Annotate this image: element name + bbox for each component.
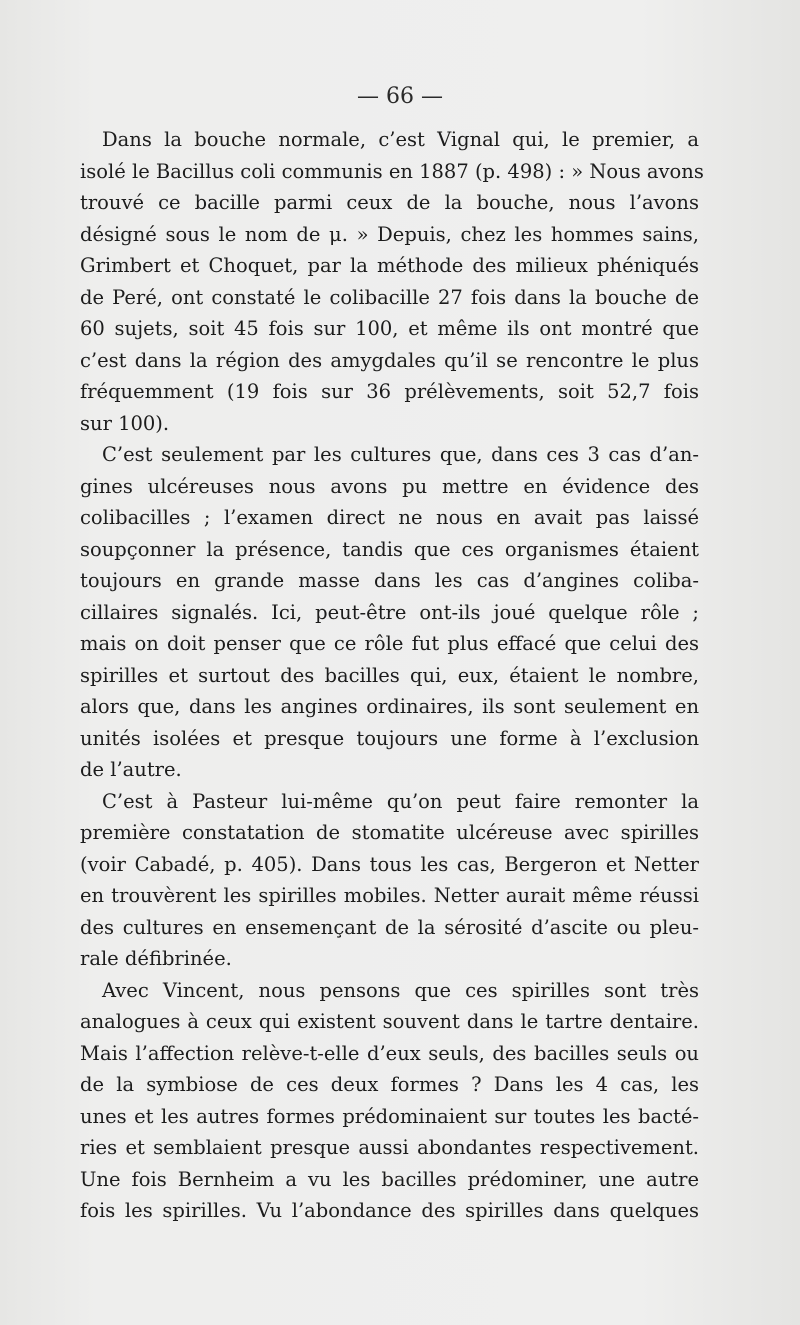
text-line: en trouvèrent les spirilles mobiles. Netter aurait même réussi bbox=[80, 884, 699, 907]
text-line: trouvé ce bacille parmi ceux de la bouche, nous l’avons bbox=[80, 191, 699, 214]
text-line: c’est dans la région des amygdales qu’il se rencontre le plus bbox=[80, 348, 699, 372]
text-line: analogues à ceux qui existent souvent dans le tartre dentaire. bbox=[80, 1010, 699, 1033]
text-line: fréquemment (19 fois sur 36 prélèvements, soit 52,7 fois bbox=[80, 380, 699, 403]
text-line: spirilles et surtout des bacilles qui, eux, étaient le nombre, bbox=[80, 663, 699, 687]
text-line: gines ulcéreuses nous avons pu mettre en évidence des bbox=[80, 474, 699, 498]
text-line: de l’autre. bbox=[80, 758, 182, 781]
text-line: fois les spirilles. Vu l’abondance des spirilles dans quelques bbox=[80, 1199, 699, 1222]
body-text bbox=[80, 124, 704, 1227]
paragraph-3 bbox=[80, 786, 699, 975]
text-line: sur 100). bbox=[80, 411, 170, 435]
text-line: Grimbert et Choquet, par la méthode des milieux phéniqués bbox=[80, 254, 699, 277]
page-number: — 66 — bbox=[357, 84, 443, 109]
text-line: première constatation de stomatite ulcéreuse avec spirilles bbox=[80, 821, 699, 844]
paragraph-2 bbox=[80, 439, 699, 786]
text-line: de Peré, ont constaté le colibacille 27 fois dans la bouche de bbox=[80, 285, 699, 309]
text-line: (voir Cabadé, p. 405). Dans tous les cas, Bergeron et Netter bbox=[80, 852, 699, 876]
text-line: Dans la bouche normale, c’est Vignal qui, le premier, a bbox=[102, 128, 699, 151]
text-line: mais on doit penser que ce rôle fut plus effacé que celui des bbox=[80, 632, 699, 655]
text-line: C’est à Pasteur lui-même qu’on peut faire remonter la bbox=[102, 789, 699, 813]
text-line: Une fois Bernheim a vu les bacilles prédominer, une autre bbox=[80, 1167, 699, 1191]
text-line: toujours en grande masse dans les cas d’angines coliba- bbox=[80, 569, 699, 592]
text-line: isolé le Bacillus coli communis en 1887 (p. 498) : » Nous avons bbox=[80, 159, 704, 183]
text-line: rale défibrinée. bbox=[80, 947, 232, 970]
paragraph-4 bbox=[80, 975, 699, 1227]
text-line: Mais l’affection relève-t-elle d’eux seuls, des bacilles seuls ou bbox=[80, 1041, 699, 1065]
text-line: unes et les autres formes prédominaient sur toutes les bacté- bbox=[80, 1104, 699, 1128]
text-line: C’est seulement par les cultures que, dans ces 3 cas d’an- bbox=[102, 443, 699, 466]
text-line: 60 sujets, soit 45 fois sur 100, et même ils ont montré que bbox=[80, 317, 699, 340]
text-line: alors que, dans les angines ordinaires, ils sont seulement en bbox=[80, 695, 699, 718]
text-line: cillaires signalés. Ici, peut-être ont-ils joué quelque rôle ; bbox=[80, 600, 699, 624]
paragraph-1 bbox=[80, 124, 704, 439]
text-line: Avec Vincent, nous pensons que ces spirilles sont très bbox=[102, 978, 699, 1002]
text-line: soupçonner la présence, tandis que ces organismes étaient bbox=[80, 537, 699, 561]
text-line: unités isolées et presque toujours une forme à l’exclusion bbox=[80, 726, 699, 750]
text-line: ries et semblaient presque aussi abondantes respectivement. bbox=[80, 1136, 699, 1159]
text-line: désigné sous le nom de μ. » Depuis, chez les hommes sains, bbox=[80, 222, 699, 246]
text-line: colibacilles ; l’examen direct ne nous en avait pas laissé bbox=[80, 506, 699, 529]
text-line: de la symbiose de ces deux formes ? Dans les 4 cas, les bbox=[80, 1073, 699, 1096]
text-line: des cultures en ensemençant de la sérosité d’ascite ou pleu- bbox=[80, 915, 699, 939]
